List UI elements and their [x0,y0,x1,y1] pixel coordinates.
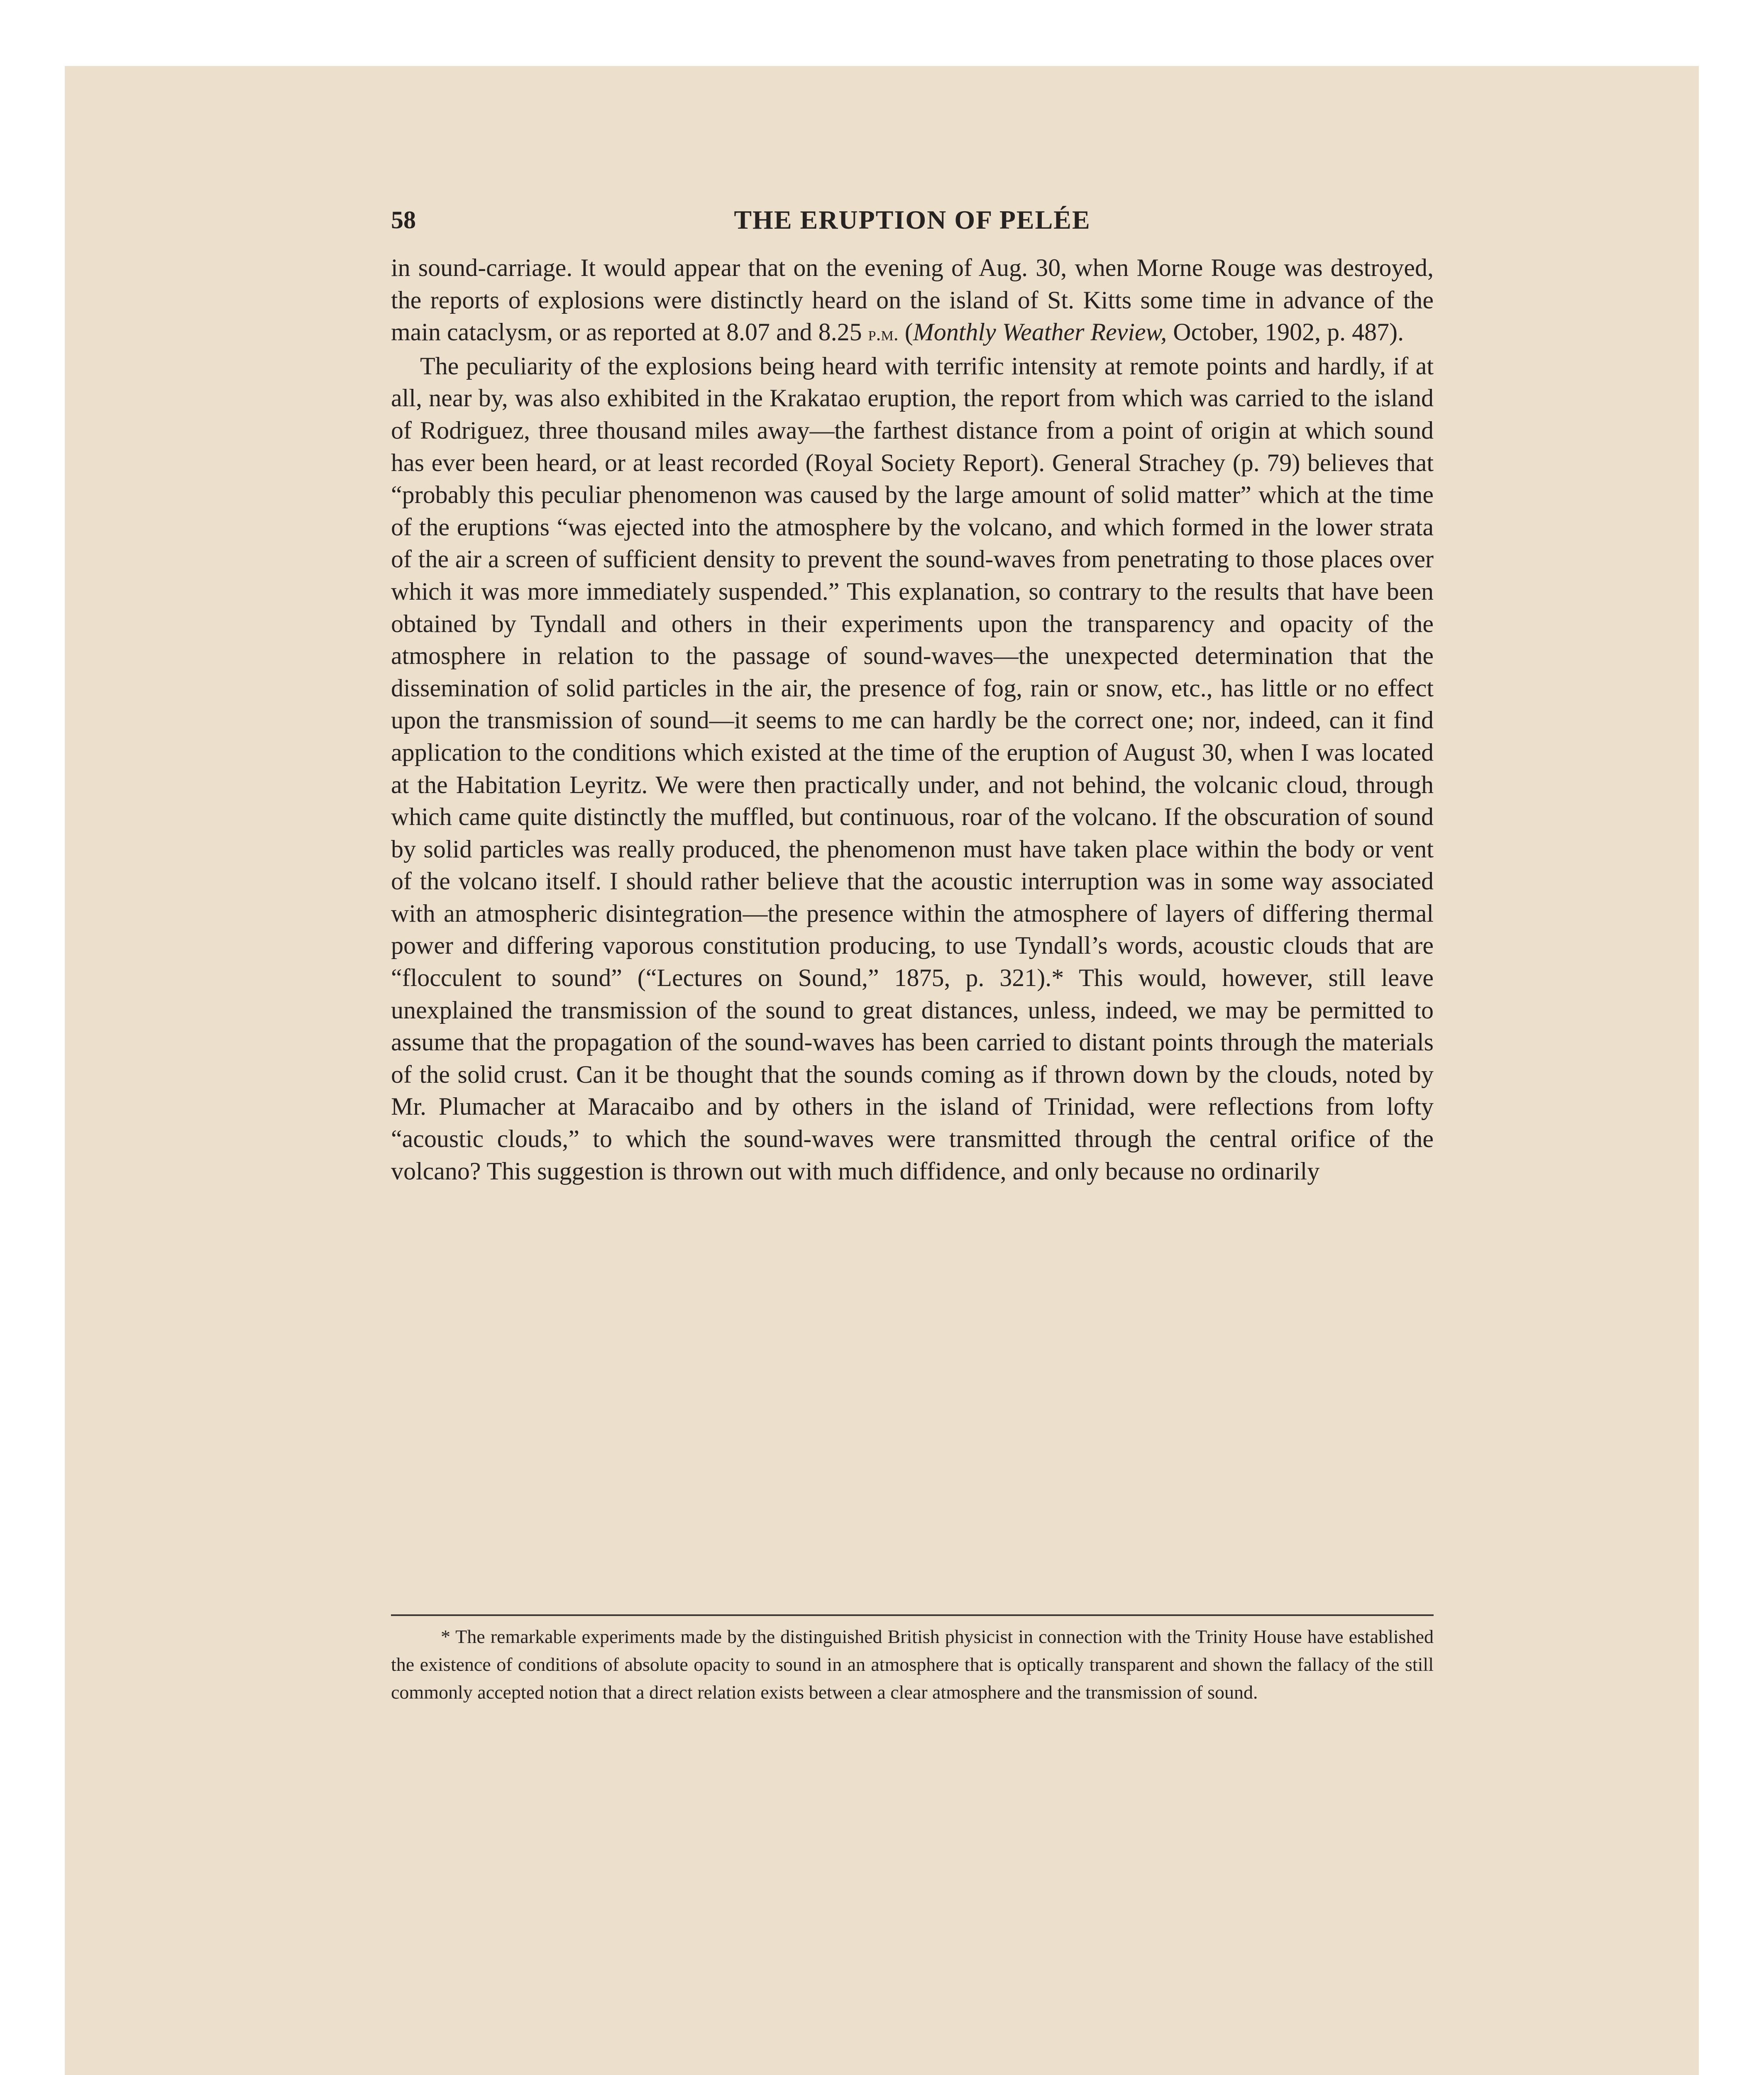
running-title: THE ERUPTION OF PELÉE [734,205,1091,234]
footnote-rule [391,1614,1434,1616]
page-number: 58 [391,206,416,234]
paragraph-1-text-b: ( [898,318,913,346]
paragraph-2: The peculiarity of the explosions being heard with terrific intensity at remote points and hardly, if at all, near by, was also exhibited in the Krakatao eruption, the report from which was carried to the island of Rodriguez, three thousand miles away—the farthest distance from a point of origin at which sound has ever been heard, or at least recorded (Royal Society Report). General Strachey (p. 79) believes that “probably this peculiar phenomenon was caused by the large amount of solid matter” which at the time of the eruptions “was ejected into the atmosphere by the volcano, and which formed in the lower strata of the air a screen of sufficient density to prevent the sound-waves from penetrating to those places over which it was more immediately suspended.” This explanation, so contrary to the results that have been obtained by Tyndall and others in their experiments upon the transparency and opacity of the atmosphere in relation to the passage of sound-waves—the unexpected determination that the dissemination of solid particles in the air, the presence of fog, rain or snow, etc., has little or no effect upon the transmission of sound—it seems to me can hardly be the correct one; nor, indeed, can it find application to the conditions which existed at the time of the eruption of August 30, when I was located at the Habitation Leyritz. We were then practically under, and not behind, the volcanic cloud, through which came quite distinctly the muffled, but continuous, roar of the volcano. If the obscuration of sound by solid particles was really produced, the phenomenon must have taken place within the body or vent of the volcano itself. I should rather believe that the acoustic interruption was in some way associated with an atmospheric disintegration—the presence within the atmosphere of layers of differing thermal power and differing vaporous constitution producing, to use Tyndall’s words, acoustic clouds that are “flocculent to sound” (“Lectures on Sound,” 1875, p. 321).* This would, however, still leave unexplained the transmission of the sound to great distances, unless, indeed, we may be permitted to assume that the propagation of the sound-waves has been carried to distant points through the materials of the solid crust. Can it be thought that the sounds coming as if thrown down by the clouds, noted by Mr. Plumacher at Maracaibo and by others in the island of Trinidad, were reflections from lofty “acoustic clouds,” to which the sound-waves were transmitted through the central orifice of the volcano? This suggestion is thrown out with much diffidence, and only because no ordinarily [391,352,1434,1185]
paragraph-continued [391,252,1434,350]
paragraph-1-text-c: October, 1902, p. 487). [1167,318,1404,346]
citation-title: Monthly Weather Review, [913,318,1167,346]
body-text [391,252,1434,1187]
footnote: * The remarkable experiments made by the distinguished British physicist in connection with the Trinity House have established the existence of conditions of absolute opacity to sound in an atmosphere that is optically transparent and shown the fallacy of the still commonly accepted notion that a direct relation exists between a clear atmosphere and the transmission of sound. [391,1626,1434,1703]
time-abbreviation: p.m. [868,323,899,345]
page-header [391,203,1434,237]
paragraph-1-text-a: in sound-carriage. It would appear that on the evening of Aug. 30, when Morne Rouge was destroyed, the reports of explosions were distinctly heard on the island of St. Kitts some time in advance of the main cataclysm, or as reported at 8.07 and 8.25 [391,254,1434,346]
